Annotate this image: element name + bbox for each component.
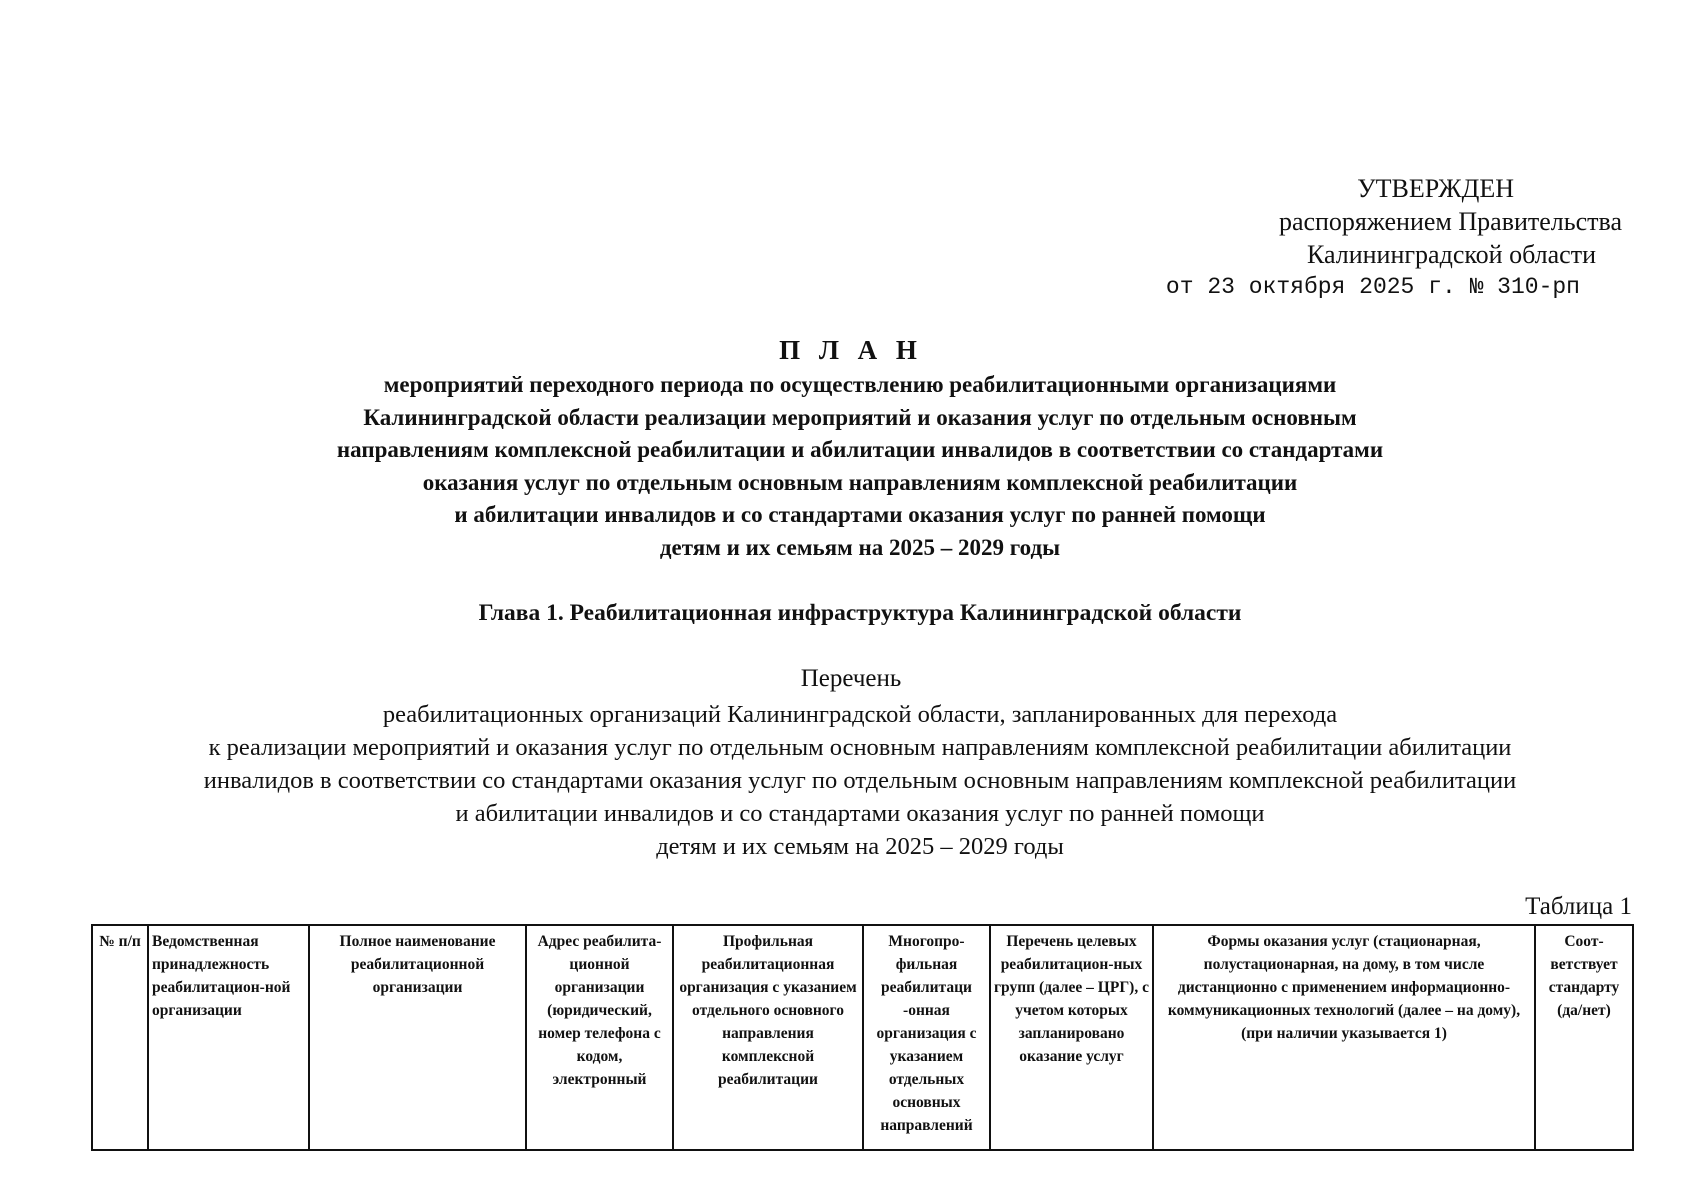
header-service-forms: Формы оказания услуг (стационарная, полустационарная, на дому, в том числе дистанционно с применением информационно-коммуникационных технологий (далее – на дому), (при наличии указывается 1) [1153,925,1535,1150]
plan-line: Калининградской области реализации мероприятий и оказания услуг по отдельным основным [363,404,1357,430]
approval-line-approved: УТВЕРЖДЕН [1357,174,1514,203]
plan-description [120,369,1600,564]
list-line: реабилитационных организаций Калининградской области, запланированных для перехода [382,701,1338,728]
plan-line: и абилитации инвалидов и со стандартами оказания услуг по ранней помощи [454,502,1266,527]
list-title: Перечень [800,665,902,692]
approval-line-region: Калининградской области [1306,240,1596,269]
plan-line: направлениям комплексной реабилитации и абилитации инвалидов в соответствии со стандартами [336,437,1384,462]
table-label: Таблица 1 [1525,893,1632,920]
list-description [60,698,1660,863]
header-address: Адрес реабилита-ционной организации (юридический, номер телефона с кодом, электронный [526,925,673,1150]
approval-line-order: распоряжением Правительства [1278,207,1622,236]
header-target-groups: Перечень целевых реабилитацион-ных групп (далее – ЦРГ), с учетом которых запланировано оказание услуг [990,925,1153,1150]
header-standard-compliance: Соот-ветствует стандарту (да/нет) [1535,925,1633,1150]
plan-title: П Л А Н [779,335,923,365]
plan-line: оказания услуг по отдельным основным направлениям комплексной реабилитации [422,469,1298,495]
header-department: Ведомственная принадлежность реабилитацион-ной организации [148,925,309,1150]
list-line: и абилитации инвалидов и со стандартами оказания услуг по ранней помощи [455,800,1265,827]
list-line: к реализации мероприятий и оказания услуг по отдельным основным направлениям комплексной реабилитации абилитации [208,734,1512,761]
list-line: детям и их семьям на 2025 – 2029 годы [656,833,1064,860]
approval-line-date-number: от 23 октября 2025 г. № 310-рп [1165,274,1580,300]
header-multiprofile-organization: Многопро-фильная реабилитаци -онная организация с указанием отдельных основных направлений [863,925,990,1150]
organizations-table [91,924,1634,1151]
header-full-name: Полное наименование реабилитационной организации [309,925,526,1150]
plan-line: детям и их семьям на 2025 – 2029 годы [659,534,1061,560]
table-header-row [92,925,1633,1150]
header-profile-organization: Профильная реабилитационная организация с указанием отдельного основного направления комплексной реабилитации [673,925,863,1150]
chapter-heading: Глава 1. Реабилитационная инфраструктура Калининградской области [478,600,1242,626]
list-line: инвалидов в соответствии со стандартами оказания услуг по отдельным основным направлениям комплексной реабилитации [203,767,1517,794]
approval-block [1166,172,1622,304]
header-number: № п/п [92,925,148,1150]
plan-line: мероприятий переходного периода по осуществлению реабилитационными организациями [383,372,1337,397]
